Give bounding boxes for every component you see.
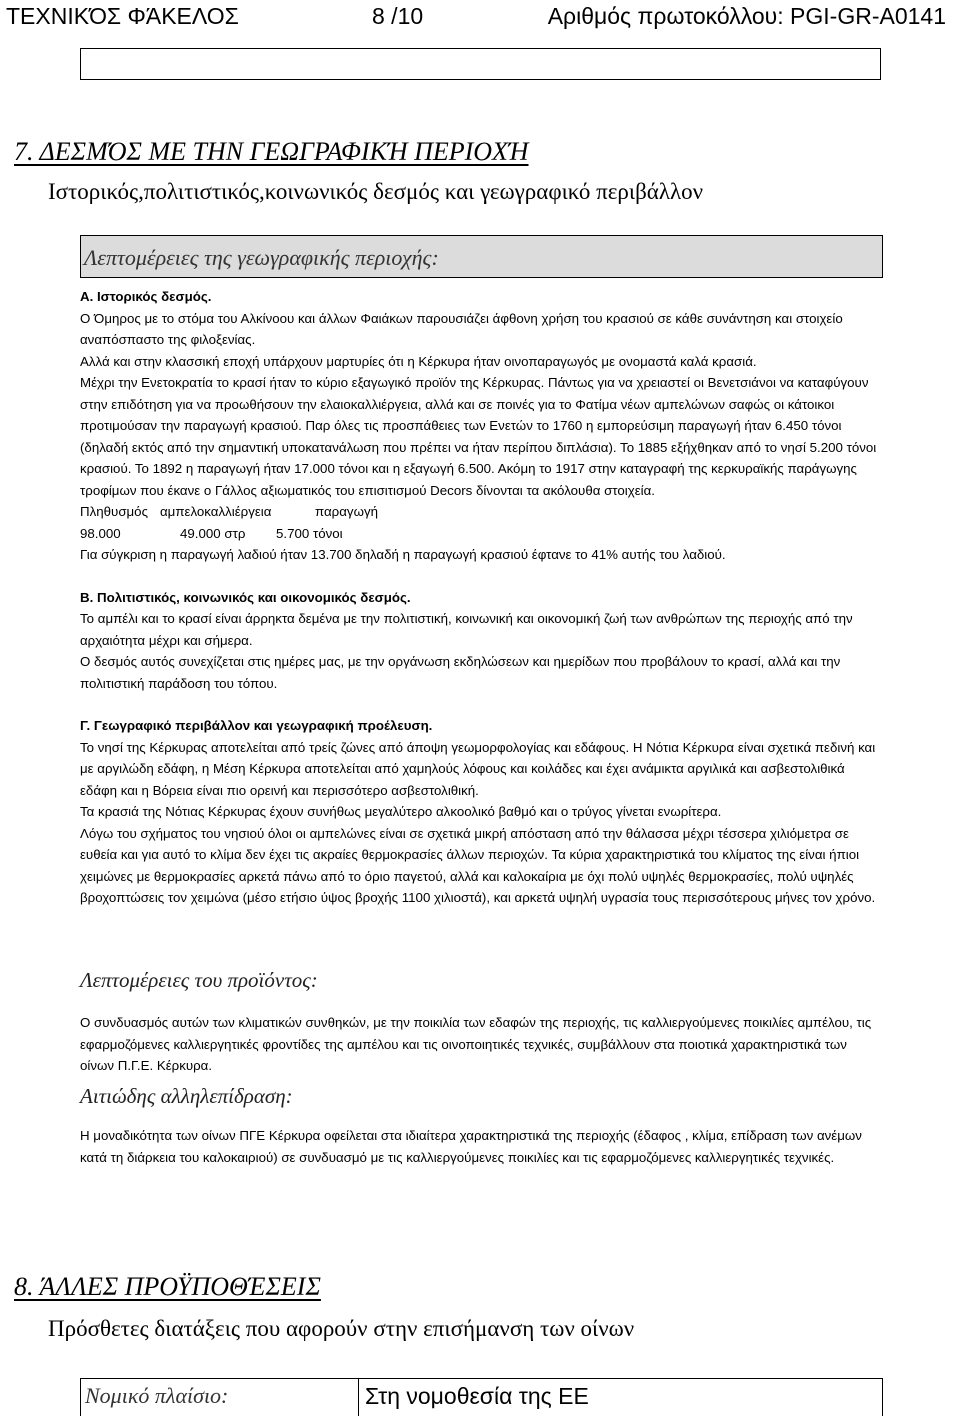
legal-framework-value: Στη νομοθεσία της ΕΕ (365, 1383, 589, 1409)
product-details-label: Λεπτομέρειες του προϊόντος: (80, 968, 318, 992)
part-c-paragraph: Το νησί της Κέρκυρας αποτελείται από τρείς ζώνες από άποψη γεωμορφολογίας και εδάφους. Η Νότια Κέρκυρα είναι σχετικά πεδινή και με αργιλώδη εδάφη, η Μέση Κέρκυρα αποτελείται από χαμηλούς λόφους και κοιλάδες και έχει ανάμικτα αργιλικά και ασβεστολιθικά εδάφη και η Βόρεια είναι πιο ορεινή και περισσότερο ασβεστολιθική. (80, 739, 876, 798)
part-b-paragraph: Το αμπέλι και το κρασί είναι άρρηκτα δεμένα με την πολιτιστική, κοινωνική και οικονομική ζωή των ανθρώπων της περιοχής από την αρχαιότητα μέχρι και σήμερα. (80, 611, 853, 648)
protocol-number: Αριθμός πρωτοκόλλου: PGI-GR-A0141 (547, 3, 946, 29)
legal-framework-table (80, 1378, 883, 1416)
part-b-title: Β. Πολιτιστικός, κοινωνικός και οικονομικός δεσμός. (80, 589, 411, 605)
page-number: 8 /10 (372, 3, 424, 29)
part-a-title: Α. Ιστορικός δεσμός. (80, 289, 212, 304)
area-details-label: Λεπτομέρειες της γεωγραφικής περιοχής: (80, 235, 883, 278)
section-8-subheading: Πρόσθετες διατάξεις που αφορούν στην επισήμανση των οίνων (48, 1316, 635, 1341)
stats-header-cell: Πληθυσμός (80, 504, 148, 519)
part-a-paragraph: Αλλά και στην κλασσική εποχή υπάρχουν μαρτυρίες ότι η Κέρκυρα ήταν οινοπαραγωγός με ονομαστά καλά κρασιά. (80, 353, 757, 369)
product-details-text: Ο συνδυασμός αυτών των κλιματικών συνθηκών, με την ποικιλία των εδαφών της περιοχής, τις καλλιεργούμενες ποικιλίες αμπέλου, τις εφαρμοζόμενες καλλιεργητικές φροντίδες της αμπέλου και τις οινοποιητικές τεχνικές, συμβάλλουν στα ποιοτικά χαρακτηριστικά των οίνων Π.Γ.Ε. Κέρκυρα. (80, 1015, 872, 1073)
olive-note: Για σύγκριση η παραγωγή λαδιού ήταν 13.700 δηλαδή η παραγωγή κρασιού έφτανε το 41% αυτής του λαδιού. (80, 547, 726, 562)
area-details-text (80, 286, 884, 909)
part-a-paragraph: Μέχρι την Ενετοκρατία το κρασί ήταν το κύριο εξαγωγικό προϊόν της Κέρκυρας. Πάντως για να χρειαστεί οι Βενετσιάνοι να καταφύγουν στην επιδότηση για να προωθήσουν την ελαιοκαλλιέργεια, αλλά και σε ποινές για το Φατίμα νέων αμπελώνων σαφώς οι κάτοικοι προτιμούσαν την παραγωγή κρασιού. Παρ όλες τις προσπάθειες των Ενετών το 1760 η εμπορεύσιμη παραγωγή ήταν 6.450 τόνοι (δηλαδή εκτός από την σημαντική υποκατανάλωση που πρέπει να ήταν περίπου διπλάσια). Το 1885 εξήχθηκαν από το νησί 5.200 τόνοι κρασιού. Το 1892 η παραγωγή ήταν 17.000 τόνοι και η εξαγωγή 6.500. Ακόμη το 1917 στην καταγραφή της κερκυραϊκής παράγωγης τροφίμων που έκανε ο Γάλλος αξιωματικός του επισιτισμού Decors δίνονται τα ακόλουθα στοιχεία. (80, 375, 877, 498)
blank-field-box (80, 48, 881, 80)
section-7-subheading: Ιστορικός,πολιτιστικός,κοινωνικός δεσμός και γεωγραφικό περιβάλλον (48, 179, 704, 204)
part-c-title: Γ. Γεωγραφικό περιβάλλον και γεωγραφική προέλευση. (80, 718, 433, 733)
stats-values-row (80, 523, 884, 545)
section-8-heading: 8. ΆΛΛΕΣ ΠΡΟΫΠΟΘΈΣΕΙΣ (14, 1272, 321, 1301)
stats-header-cell: παραγωγή (315, 504, 378, 519)
section-7-heading: 7. ΔΕΣΜΌΣ ΜΕ ΤΗΝ ΓΕΩΓΡΑΦΙΚΉ ΠΕΡΙΟΧΉ (14, 137, 529, 166)
part-c-paragraph: Τα κρασιά της Νότιας Κέρκυρας έχουν συνήθως μεγαλύτερο αλκοολικό βαθμό και ο τρύγος γίνεται ενωρίτερα. (80, 804, 722, 819)
stats-header-row (80, 501, 884, 523)
stats-value-cell: 49.000 στρ (180, 525, 246, 541)
document-title: ΤΕΧΝΙΚΌΣ ΦΆΚΕΛΟΣ (6, 3, 239, 29)
part-a-paragraph: Ο Όμηρος με το στόμα του Αλκίνοου και άλλων Φαιάκων παρουσιάζει άφθονη χρήση του κρασιού σε κάθε συνάντηση και στοιχείο αναπόσπαστο της φιλοξενίας. (80, 310, 843, 347)
legal-framework-label: Νομικό πλαίσιο: (81, 1379, 359, 1416)
part-c-paragraph: Λόγω του σχήματος του νησιού όλοι οι αμπελώνες είναι σε σχετικά μικρή απόσταση από την θάλασσα μέχρι τέσσερα χιλιόμετρα σε ευθεία και για αυτό το κλίμα δεν έχει τις ακραίες θερμοκρασίες άλλων περιοχών. Τα κύρια χαρακτηριστικά του κλίματος της είναι ήπιοι χειμώνες με θερμοκρασίες αρκετά πάνω από το όριο παγετού, αλλά και καλοκαίρια με όχι πολύ υψηλές θερμοκρασίες, πολύ υψηλές βροχοπτώσεις τον χειμώνα (μέσο ετήσιο ύψος βροχής 1100 χιλιοστά), και αρκετά υψηλή υγρασία τους περισσότερους μήνες τον χρόνο. (80, 825, 876, 905)
stats-value-cell: 98.000 (80, 525, 121, 541)
causal-link-text: Η μοναδικότητα των οίνων ΠΓΕ Κέρκυρα οφείλεται στα ιδιαίτερα χαρακτηριστικά της περιοχής (έδαφος , κλίμα, επίδραση των ανέμων κατά τη διάρκεια του καλοκαιριού) σε συνδυασμό με τις καλλιεργούμενες ποικιλίες και τις εφαρμοζόμενες καλλιεργητικές τεχνικές. (80, 1128, 862, 1165)
part-b-paragraph: Ο δεσμός αυτός συνεχίζεται στις ημέρες μας, με την οργάνωση εκδηλώσεων και ημερίδων που προβάλουν το κρασί, αλλά και την πολιτιστική παράδοση του τόπου. (80, 654, 841, 691)
stats-value-cell: 5.700 τόνοι (276, 525, 343, 541)
causal-link-label: Αιτιώδης αλληλεπίδραση: (80, 1084, 293, 1108)
stats-header-cell: αμπελοκαλλιέργεια (160, 504, 272, 519)
